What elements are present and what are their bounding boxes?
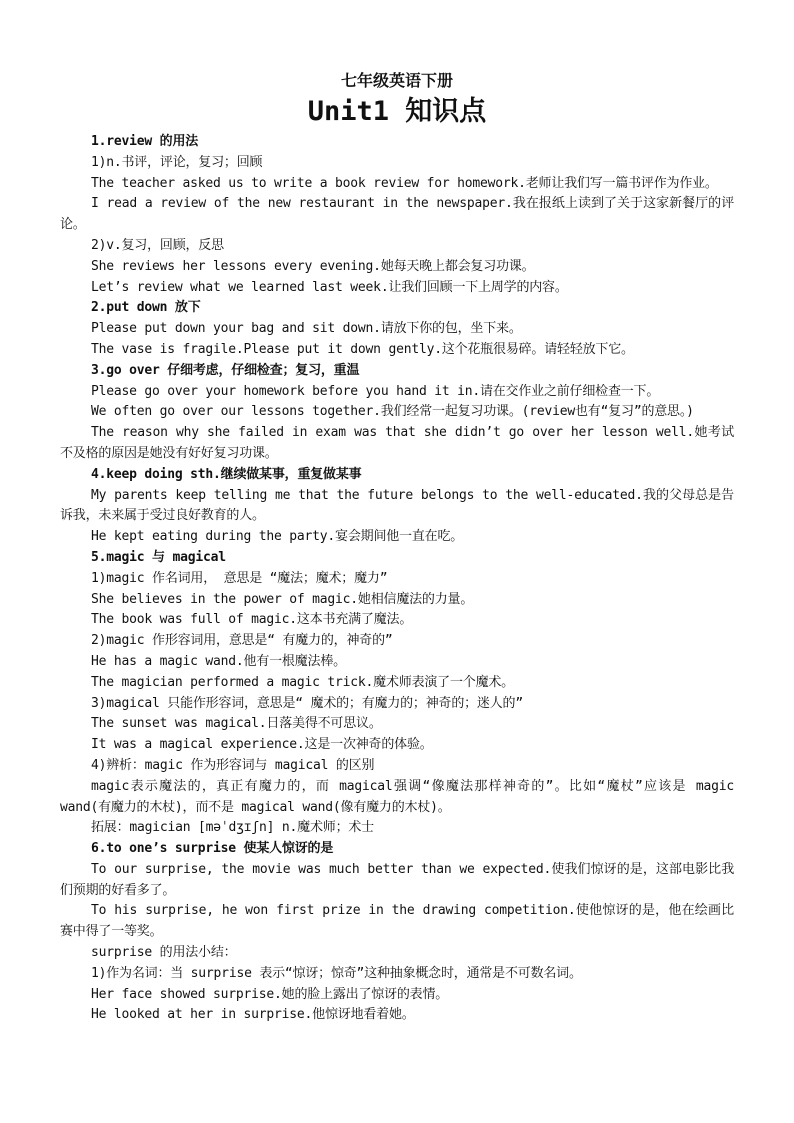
section-heading: 4.keep doing sth.继续做某事，重复做某事 (91, 466, 362, 482)
section-heading: 5.magic 与 magical (91, 549, 226, 565)
body-line: 1)n.书评，评论，复习；回顾 (91, 154, 263, 170)
body-line: 2)v.复习，回顾，反思 (91, 237, 224, 253)
body-line: 1)magic 作名词用， 意思是 “魔法；魔术；魔力” (91, 570, 388, 586)
body-line: 3)magical 只能作形容词，意思是“ 魔术的；有魔力的；神奇的；迷人的” (91, 695, 523, 711)
body-line: The reason why she failed in exam was that she didn’t go over her lesson well.她考试不及格的原因是她没有好好复习功课。 (60, 425, 734, 461)
body-line: surprise 的用法小结： (91, 945, 237, 961)
body-line: It was a magical experience.这是一次神奇的体验。 (91, 737, 433, 753)
body-line: We often go over our lessons together.我们经常一起复习功课。(review也有“复习”的意思。) (91, 404, 694, 420)
document-body (60, 132, 734, 1026)
document-title: Unit1 知识点 (307, 96, 487, 127)
body-line: She believes in the power of magic.她相信魔法的力量。 (91, 591, 474, 607)
body-line: Let’s review what we learned last week.让我们回顾一下上周学的内容。 (91, 279, 568, 295)
section-heading: 6.to one’s surprise 使某人惊讶的是 (91, 841, 334, 857)
body-line: To our surprise, the movie was much better than we expected.使我们惊讶的是，这部电影比我们预期的好看多了。 (60, 861, 734, 898)
body-line: 拓展：magician [məˈdʒɪʃn] n.魔术师；术士 (91, 820, 374, 836)
body-line: Her face showed surprise.她的脸上露出了惊讶的表情。 (91, 986, 449, 1002)
body-line: 1)作为名词：当 surprise 表示“惊讶；惊奇”这种抽象概念时，通常是不可数名词。 (91, 965, 582, 981)
body-line: He looked at her in surprise.他惊讶地看着她。 (91, 1007, 415, 1023)
section-heading: 3.go over 仔细考虑，仔细检查；复习，重温 (91, 362, 360, 378)
section-heading: 2.put down 放下 (91, 300, 201, 316)
body-line: Please put down your bag and sit down.请放下你的包，坐下来。 (91, 321, 522, 337)
body-line: The vase is fragile.Please put it down gently.这个花瓶很易碎。请轻轻放下它。 (91, 341, 634, 357)
body-line: Please go over your homework before you hand it in.请在交作业之前仔细检查一下。 (91, 383, 660, 399)
body-line: magic表示魔法的，真正有魔力的，而 magical强调“像魔法那样神奇的”。比如“魔杖”应该是 magic wand(有魔力的木杖)，而不是 magical wand(像有魔力的木杖)。 (60, 778, 734, 815)
body-line: To his surprise, he won first prize in the drawing competition.使他惊讶的是，他在绘画比赛中得了一等奖。 (60, 903, 734, 940)
body-line: 4)辨析：magic 作为形容词与 magical 的区别 (91, 757, 375, 773)
body-line: The book was full of magic.这本书充满了魔法。 (91, 612, 413, 628)
section-heading: 1.review 的用法 (91, 134, 199, 149)
document-subject: 七年级英语下册 (340, 71, 453, 90)
body-line: The magician performed a magic trick.魔术师表演了一个魔术。 (91, 674, 514, 690)
body-line: The sunset was magical.日落美得不可思议。 (91, 716, 382, 732)
body-line: The teacher asked us to write a book review for homework.老师让我们写一篇书评作为作业。 (91, 175, 718, 191)
body-line: She reviews her lessons every evening.她每天晚上都会复习功课。 (91, 258, 535, 274)
body-line: He kept eating during the party.宴会期间他一直在吃。 (91, 529, 464, 545)
body-line: 2)magic 作形容词用，意思是“ 有魔力的，神奇的” (91, 633, 393, 649)
body-line: I read a review of the new restaurant in the newspaper.我在报纸上读到了关于这家新餐厅的评论。 (60, 196, 734, 233)
body-line: My parents keep telling me that the future belongs to the well-educated.我的父母总是告诉我，未来属于受过良好教育的人。 (60, 487, 734, 524)
body-line: He has a magic wand.他有一根魔法棒。 (91, 653, 346, 669)
